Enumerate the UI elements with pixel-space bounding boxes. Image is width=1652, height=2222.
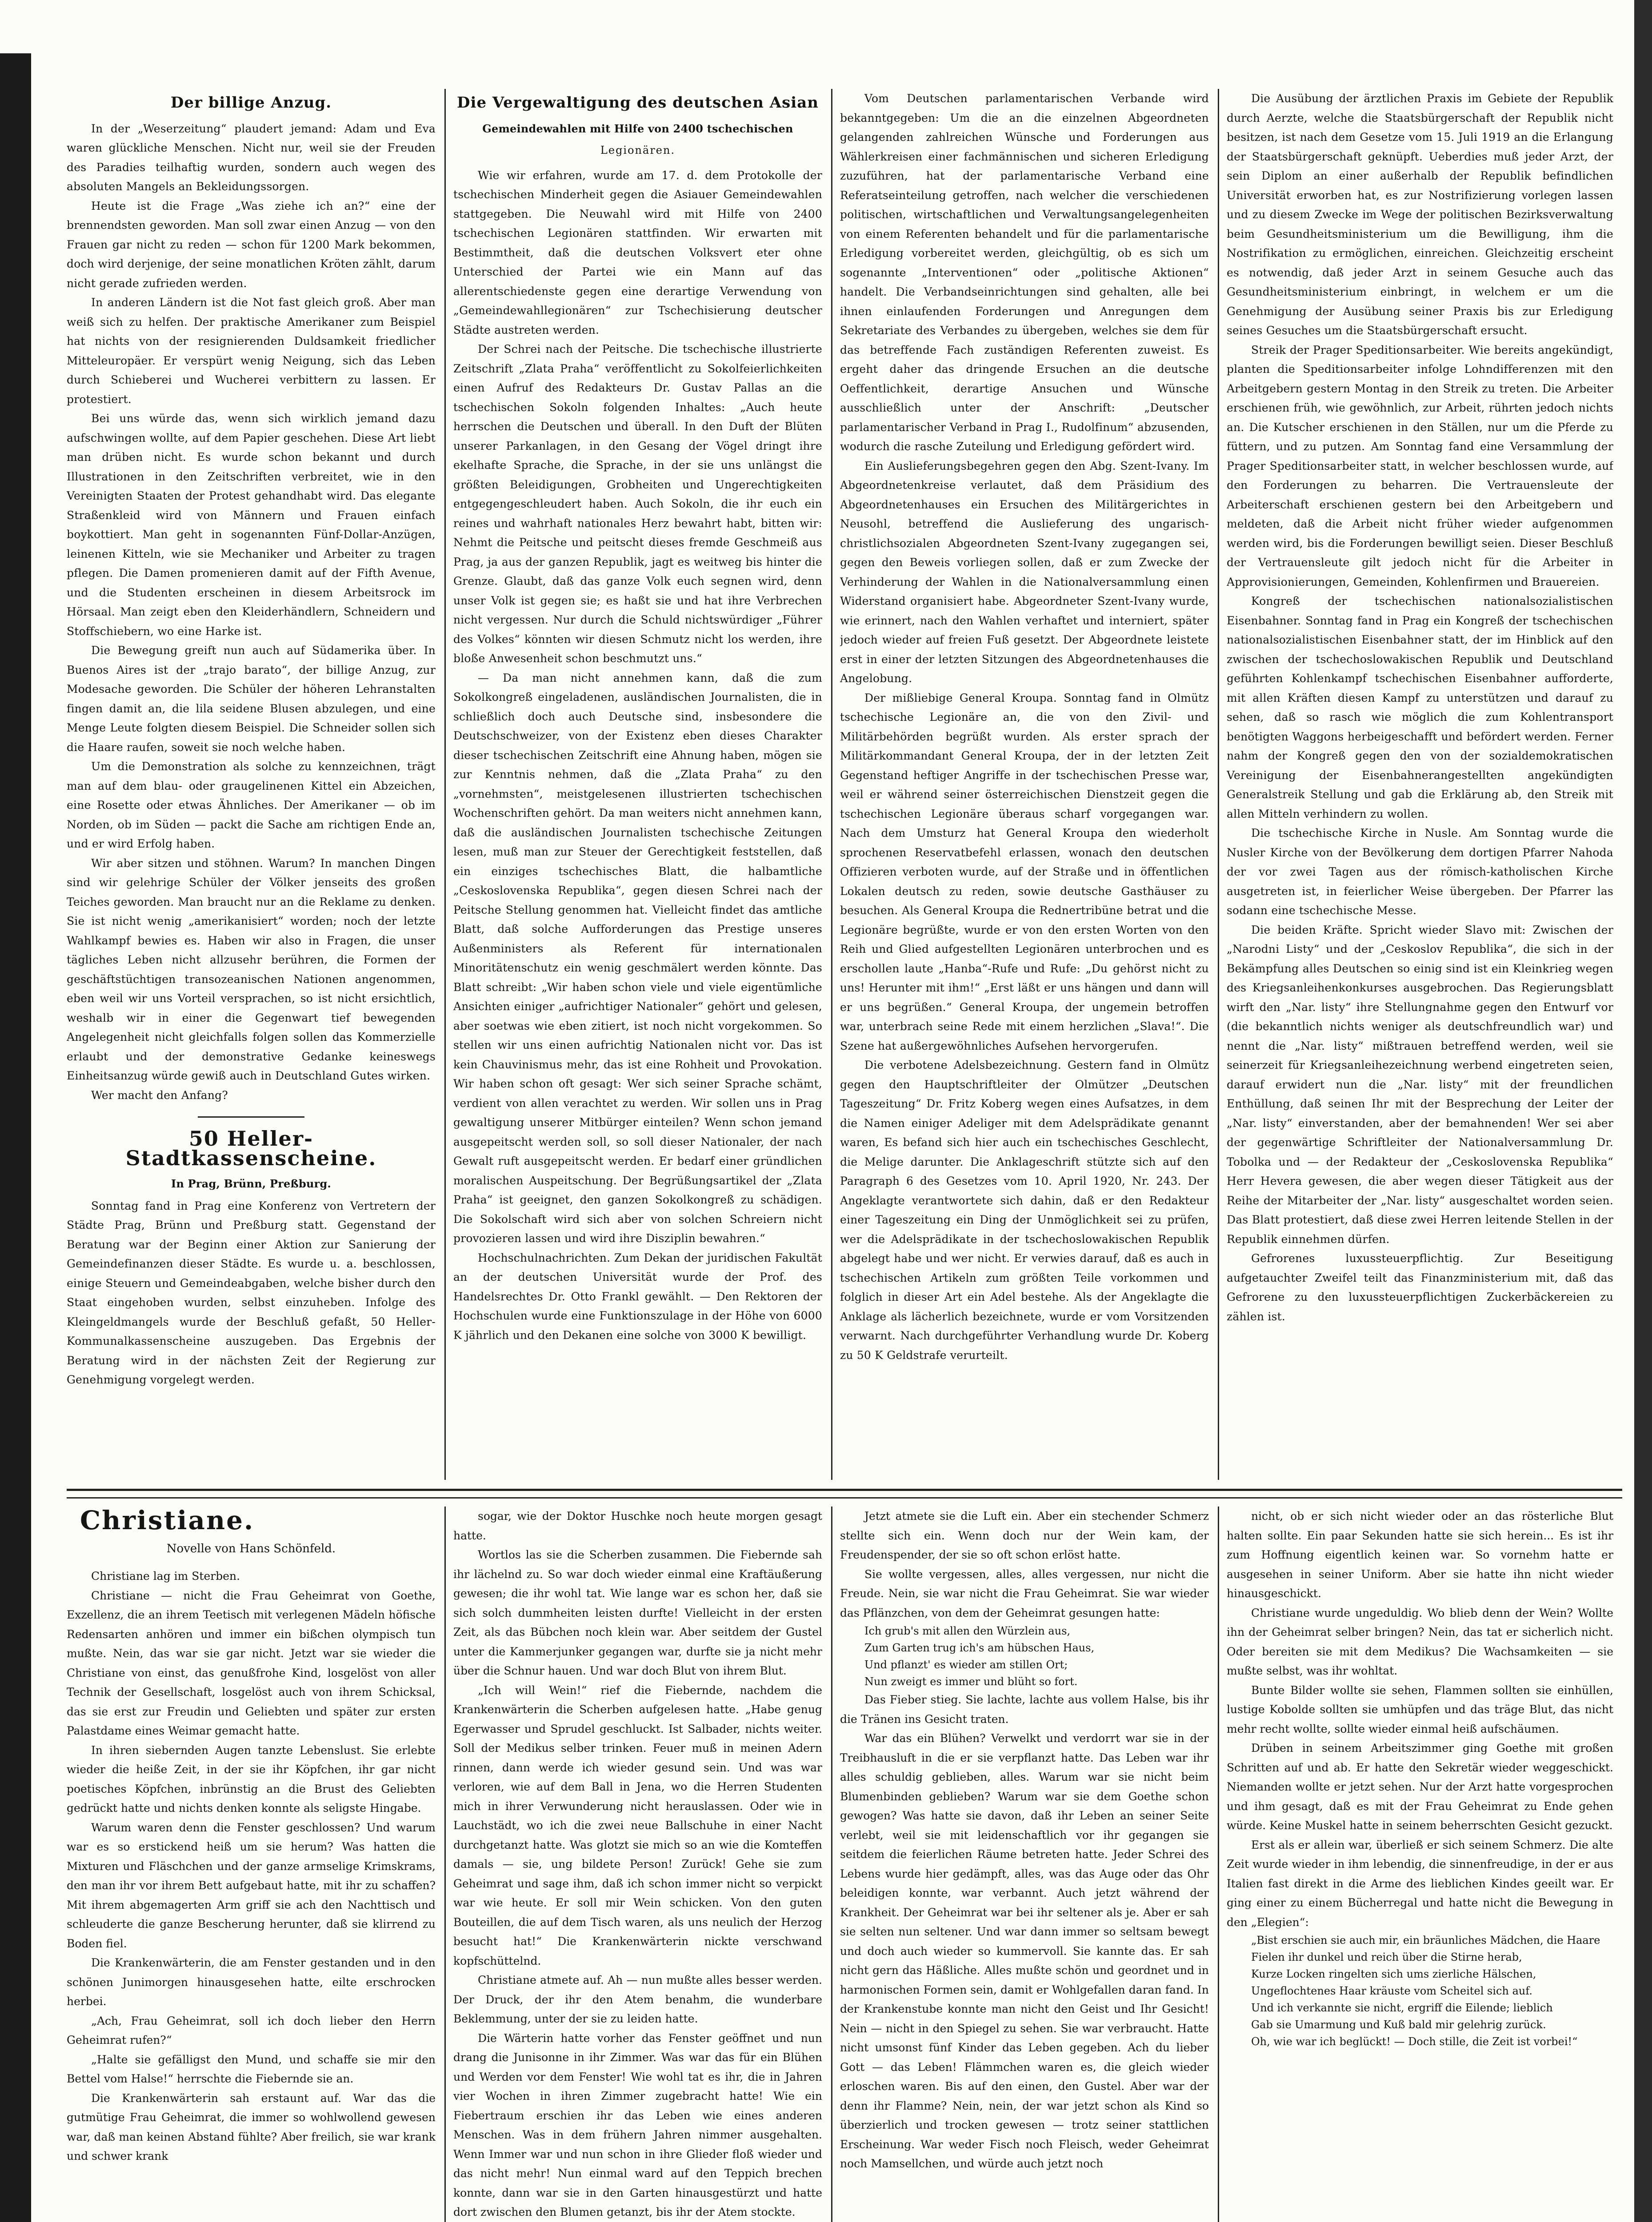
novelle-text-3b	[840, 1690, 1209, 2174]
scan-edge-left-top	[0, 0, 31, 53]
column-2	[453, 89, 822, 1480]
column-rule	[444, 1507, 446, 2222]
paragraph: Christiane wurde ungeduldig. Wo blieb denn der Wein? Wollte ihn der Geheimrat selber bringen? Nein, das tat er sicherlich nicht. Oder bereiten sie mit dem Medikus? Die Wachsamkeiten — sie mußte selbst, was ihr wohltat.	[1227, 1606, 1613, 1677]
paragraph: Christiane atmete auf. Ah — nun mußte alles besser werden. Der Druck, der ihr den Atem benahm, die wunderbare Beklemmung, unter der sie zu leiden hatte.	[453, 1974, 822, 2025]
subhead-cities: In Prag, Brünn, Preßburg.	[171, 1177, 331, 1190]
paragraph: Hochschulnachrichten. Zum Dekan der juridischen Fakultät an der deutschen Universität wurde der Prof. des Handelsrechtes Dr. Otto Frankl gewählt. — Den Rektoren der Hochschulen wurde eine Funktionszulage in der Höhe von 6000 K jährlich und den Dekanen eine solche von 3000 K bewilligt.	[453, 1251, 822, 1342]
verse-line: Ungeflochtenes Haar kräuste vom Scheitel sich auf.	[1251, 1985, 1532, 1997]
paragraph: Bunte Bilder wollte sie sehen, Flammen sollten sie einhüllen, lustige Kobolde sollten sie umhüpfen und das träge Blut, das nicht mehr recht wollte, sollte wieder einmal heiß aufschäumen.	[1227, 1683, 1613, 1735]
verse-line: Und pflanzt' es wieder am stillen Ort;	[864, 1659, 1068, 1671]
verse-line: Oh, wie war ich beglückt! — Doch stille, die Zeit ist vorbei!“	[1251, 2035, 1578, 2048]
scan-edge-left	[0, 0, 31, 2222]
verse-line: Ich grub's mit allen den Würzlein aus,	[864, 1625, 1071, 1637]
verse-line: Kurze Locken ringelten sich ums zierliche Hälschen,	[1251, 1968, 1536, 1980]
paragraph: Bei uns würde das, wenn sich wirklich jemand dazu aufschwingen wollte, auf dem Papier geschehen. Diese Art liebt man drüben nicht. Es wurde schon bekannt und durch Illustrationen in den Zeitschriften verbreitet, wie in den Vereinigten Staaten der Protest gehandhabt wird. Das elegante Straßenkleid wird von Männern und Frauen einfach boykottiert. Man geht in sogenannten Fünf-Dollar-Anzügen, leinenen Kitteln, wie sie Mechaniker und Arbeiter zu tragen pflegen. Die Damen promenieren damit auf der Fifth Avenue, und die Studenten erscheinen in diesem Arbeitsrock im Hörsaal. Man zeigt eben den Kleiderhändlern, Schneidern und Stoffschiebern, wo eine Harke ist.	[67, 412, 436, 638]
headline-vergewaltigung: Die Vergewaltigung des deutschen Asian	[457, 94, 819, 112]
paragraph: In anderen Ländern ist die Not fast gleich groß. Aber man weiß sich zu helfen. Der praktische Amerikaner zum Beispiel hat nichts von der resignierenden Duldsamkeit friedlicher Mitteleuropäer. Er verspürt wenig Neigung, sich das Leben durch Schieberei und Wucherei verbittern zu lassen. Er protestiert.	[67, 296, 436, 406]
paragraph: nicht, ob er sich nicht wieder oder an das rösterliche Blut halten sollte. Ein paar Sekunden hatte sie sich herein... Es ist ihr zum Hoffnung eigentlich keinen war. So vornehm hatte er ausgesehen in seiner Uniform. Aber sie hatte ihn nicht wieder hinausgeschickt.	[1227, 1510, 1613, 1600]
paragraph: Die beiden Kräfte. Spricht wieder Slavo mit: Zwischen der „Narodni Listy“ und der „Ceskoslov Republika“, die sich in der Bekämpfung alles Deutschen so einig sind ist ein Kleinkrieg wegen des Kriegsanleihenkonkurses ausgebrochen. Das Regierungsblatt wirft den „Nar. listy“ ihre Stellungnahme gegen den Entwurf vor (die bekanntlich nichts weniger als deutschfreundlich war) und nennt die „Nar. listy“ mißtrauen betreffend werden, weil sie seinerzeit für Kriegsanleihezeichnung werbend eingetreten seien, darauf erwidert nun die „Nar. listy“ mit der freundlichen Enthüllung, daß seinen Ihr mit der Besprechung der Leiter der „Nar. listy“ einverstanden, aber der bemahnenden! Wer sei aber der gegenwärtige Schriftleiter der Nationalversammlung Dr. Tobolka und — der Redakteur der „Ceskoslovenska Republika“ Herr Hevera gewesen, die aber wegen dieser Tätigkeit aus der Reihe der Mitarbeiter der „Nar. listy“ ausgeschaltet worden seien. Das Blatt protestiert, daß diese zwei Herren leitende Stellen in der Republik einnehmen dürfen.	[1227, 923, 1613, 1246]
verse-line: „Bist erschien sie auch mir, ein bräunliches Mädchen, die Haare	[1251, 1934, 1600, 1946]
column-3	[840, 89, 1209, 1480]
paragraph: In der „Weserzeitung“ plaudert jemand: Adam und Eva waren glückliche Menschen. Nicht nur, weil sie der Freuden des Paradies teilhaftig wurden, sondern auch wegen des absoluten Mangels an Bekleidungssorgen.	[67, 122, 436, 193]
poem-stanza	[840, 1623, 1209, 1690]
novelle-column-2	[453, 1507, 822, 2222]
novelle-title: Christiane.	[80, 1507, 255, 1535]
paragraph: Die Bewegung greift nun auch auf Südamerika über. In Buenos Aires ist der „trajo barato“, der billige Anzug, zur Modesache geworden. Die Schüler der höheren Lehranstalten fingen damit an, die lila seidene Blusen abzulegen, und eine Menge Leute folgten diesem Beispiel. Die Schneider sollen sich die Haare raufen, soweit sie noch welche haben.	[67, 644, 436, 754]
paragraph: Wer macht den Anfang?	[91, 1088, 228, 1102]
paragraph: Der Schrei nach der Peitsche. Die tschechische illustrierte Zeitschrift „Zlata Praha“ veröffentlicht zu Sokolfeierlichkeiten einen Aufruf des Redakteurs Dr. Gustav Pallas an die tschechischen Sokoln folgenden Inhaltes: „Auch heute herrschen die Deutschen und überall. In den Duft der Blüten unserer Parkanlagen, in den Gesang der Vögel dringt ihre ekelhafte Sprache, die Sprache, in der sie uns unlängst die größten Beleidigungen, Grobheiten und Ungerechtigkeiten entgegengeschleudert haben. Auch Sokoln, die ihr euch ein reines und wahrhaft nationales Herz bewahrt habt, bitten wir: Nehmt die Peitsche und peitscht dieses fremde Geschmeiß aus Prag, ja aus der ganzen Republik, jagt es weitweg bis hinter die Grenze. Glaubt, daß das ganze Volk euch segnen wird, denn unser Volk ist gegen sie; es haßt sie und hat ihre Verbrechen nicht vergessen. Nur durch die Schuld nichtswürdiger „Führer des Volkes“ könnten wir diesen Schmutz nicht los werden, ihre bloße Anwesenheit schon beschmutzt uns.“	[453, 343, 822, 665]
column-rule	[831, 89, 832, 1480]
elegy-verse	[1227, 1932, 1613, 2050]
paragraph: Die Krankenwärterin, die am Fenster gestanden und in den schönen Junimorgen hinausgesehen hatte, eilte erschrocken herbei.	[67, 1956, 436, 2008]
paragraph: Die Wärterin hatte vorher das Fenster geöffnet und nun drang die Junisonne in ihr Zimmer. Was war das für ein Blühen und Werden vor dem Fenster! Wie wohl tat es ihr, die in Jahren vier Wochen in ihren Zimmer zugebracht hatte! Wie ein Fiebertraum erschien ihr das Leben wie eines anderen Menschen. Was in dem frühern Jahren nimmer ausgehalten. Wenn Immer war und nun schon in ihre Glieder floß wieder und das nicht mehr! Nun einmal ward auf den Teppich brechen konnte, dann war sie in den Garten hinausgestürzt und hatte dort zwischen den Blumen getanzt, bis ihr der Atem stockte.	[453, 2031, 822, 2218]
paragraph: Jetzt atmete sie die Luft ein. Aber ein stechender Schmerz stellte sich ein. Wenn doch nur der Wein kam, der Freudenspender, der sie so oft schon erlöst hatte.	[840, 1510, 1209, 1561]
paragraph: Ein Auslieferungsbegehren gegen den Abg. Szent-Ivany. Im Abgeordnetenkreise verlautet, daß dem Präsidium des Abgeordnetenhauses ein Ersuchen des Militärgerichtes in Neusohl, betreffend die Auslieferung des ungarisch-christlichsozialen Abgeordneten Szent-Ivany zugegangen sei, gegen den Beweis vorliegen sollen, daß er zum Zwecke der Verhinderung der Wahlen in die Nationalversammlung einen Widerstand organisiert habe. Abgeordneter Szent-Ivany wurde, wie erinnert, nach den Wahlen verhaftet und interniert, später jedoch wieder auf freien Fuß gesetzt. Der Abgeordnete leistete erst in einer der letzten Sitzungen des Abgeordnetenhauses die Angelobung.	[840, 459, 1209, 685]
novelle-column-4	[1227, 1507, 1613, 2222]
novelle-text-1	[67, 1567, 436, 2166]
article-stadtkassenscheine	[67, 1196, 436, 1390]
subhead-legionaeren: Legionären.	[600, 144, 676, 156]
novelle-column-3	[840, 1507, 1209, 2222]
column-rule	[1218, 89, 1219, 1480]
paragraph: Christiane — nicht die Frau Geheimrat von Goethe, Exzellenz, die an ihrem Teetisch mit verlegenen Mädeln höfische Redensarten anhören und immer ein bißchen olympisch tun mußte. Nein, das war sie gar nicht. Jetzt war sie wieder die Christiane von einst, das genußfrohe Kind, losgelöst von aller Technik der Gesellschaft, losgelöst auch von ihrem Schicksal, das sie erst zur Freudin und Geliebten und später zur ersten Palastdame eines Weimar gemacht hatte.	[67, 1589, 436, 1737]
novelle-text-3	[840, 1507, 1209, 1623]
article-billige-anzug	[67, 119, 436, 1105]
paragraph: Die Krankenwärterin sah erstaunt auf. War das die gutmütige Frau Geheimrat, die immer so wohlwollend gewesen war, daß man keinen Abstand fühlte? Aber freilich, sie war krank und schwer krank	[67, 2091, 436, 2162]
paragraph: Wie wir erfahren, wurde am 17. d. dem Protokolle der tschechischen Minderheit gegen die Asiauer Gemeindewahlen stattgegeben. Die Neuwahl wird mit Hilfe von 2400 tschechischen Legionären stattfinden. Wir erwarten mit Bestimmtheit, daß die deutschen Volksvert eter ohne Unterschied der Partei wie ein Mann auf das allerentschiedenste gegen eine derartige Verwendung von „Gemeindewahllegionären“ zur Tschechisierung deutscher Städte austreten werden.	[453, 168, 822, 336]
paragraph: „Ach, Frau Geheimrat, soll ich doch lieber den Herrn Geheimrat rufen?“	[67, 2014, 436, 2046]
verse-line: Gab sie Umarmung und Kuß bald mir gelehrig zurück.	[1251, 2018, 1546, 2031]
column-rule	[444, 89, 446, 1480]
novelle-byline: Novelle von Hans Schönfeld.	[166, 1542, 336, 1555]
feuilleton-separator	[67, 1489, 1622, 1499]
paragraph: Christiane lag im Sterben.	[91, 1570, 240, 1583]
articles-column-4	[1227, 89, 1613, 1326]
paragraph: Gefrorenes luxussteuerpflichtig. Zur Beseitigung aufgetauchter Zweifel teilt das Finanzministerium mit, daß das Gefrorene zu den luxussteuerpflichtigen Zuckerbäckereien zu zählen ist.	[1227, 1252, 1613, 1323]
paragraph: Drüben in seinem Arbeitszimmer ging Goethe mit großen Schritten auf und ab. Er hatte den Sekretär wieder weggeschickt. Niemanden wollte er jetzt sehen. Nur der Arzt hatte vorgesprochen und ihm gesagt, daß es mit der Frau Geheimrat zu Ende gehen würde. Keine Muskel hatte in seinem beherrschten Gesicht gezuckt.	[1227, 1742, 1613, 1832]
articles-column-3	[840, 89, 1209, 1365]
column-4	[1227, 89, 1613, 1480]
novelle-column-1	[67, 1507, 436, 2222]
paragraph: „Halte sie gefälligst den Mund, und schaffe sie mir den Bettel vom Halse!“ herrschte die Fiebernde sie an.	[67, 2053, 436, 2085]
paragraph: Wortlos las sie die Scherben zusammen. Die Fiebernde sah ihr lächelnd zu. So war doch wieder einmal eine Kraftäußerung gewesen; die ihr wohl tat. Wie lange war es schon her, daß sie sich solch dummheiten leisten durfte! Vielleicht in der ersten Zeit, als das Bübchen noch klein war. Aber seitdem der Gustel unter die Kammerjunker gegangen war, durfte sie ja nicht mehr über die Schnur hauen. Und war doch Blut von ihrem Blut.	[453, 1548, 822, 1677]
paragraph: Wir aber sitzen und stöhnen. Warum? In manchen Dingen sind wir gelehrige Schüler der Völker jenseits des großen Teiches geworden. Man braucht nur an die Reklame zu denken. Sie ist nicht wenig „amerikanisiert“ worden; noch der letzte Wahlkampf bewies es. Haben wir also in Fragen, die unser tägliches Leben nicht allzusehr berühren, die Formen der geschäftstüchtigen transozeanischen Nationen angenommen, eben weil wir uns Vorteil versprachen, so ist nicht ersichtlich, weshalb wir in einer die Gegenwart tief bewegenden Angelegenheit nicht gleichfalls folgen sollen das Kommerzielle erlaubt und der demonstrative Gedanke keineswegs Einheitsanzug würde gewiß auch in Deutschland Gutes wirken.	[67, 856, 436, 1082]
paragraph: Das Fieber stieg. Sie lachte, lachte aus vollem Halse, bis ihr die Tränen ins Gesicht traten.	[840, 1693, 1209, 1726]
upper-section	[67, 89, 1622, 1480]
column-rule	[1218, 1507, 1219, 2222]
subhead-gemeindewahlen: Gemeindewahlen mit Hilfe von 2400 tschechischen	[482, 122, 793, 135]
column-rule	[831, 1507, 832, 2222]
scan-edge-right	[1634, 0, 1652, 2222]
paragraph: Warum waren denn die Fenster geschlossen? Und warum war es so erstickend heiß um sie herum? Was hatten die Mixturen und Fläschchen und der ganze armselige Krimskrams, den man ihr vor ihrem Bett aufgebaut hatte, mit ihr zu schaffen? Mit ihrem abgemagerten Arm griff sie ach den Nachttisch und schleuderte die ganze Bescherung herunter, daß sie klirrend zu Boden fiel.	[67, 1821, 436, 1950]
paragraph: Die verbotene Adelsbezeichnung. Gestern fand in Olmütz gegen den Hauptschriftleiter der Olmützer „Deutschen Tageszeitung“ Dr. Fritz Koberg wegen eines Aufsatzes, in dem die Namen einiger Adeliger mit dem Adelsprädikate genannt waren, Es befand sich hier auch ein tschechisches Geschlecht, die Melige darunter. Die Anklageschrift stützte sich auf den Paragraph 6 des Gesetzes vom 10. April 1920, Nr. 243. Der Angeklagte verantwortete sich dahin, daß er den Redakteur einer Tageszeitung ein Ding der Unmöglichkeit sei zu prüfen, wer die Adelsprädikate in der tschechoslowakischen Republik abgelegt habe und wer nicht. Er verwies darauf, daß es auch in tschechischen Artikeln zum größten Teile vorkommen und folglich in dieser Art ein Adel bestehe. Als der Angeklagte die Anklage als lächerlich bezeichnete, wurde er vom Vorsitzenden verwarnt. Nach durchgeführter Verhandlung wurde Dr. Koberg zu 50 K Geldstrafe verurteilt.	[840, 1059, 1209, 1362]
verse-line: Fielen ihr dunkel und reich über die Stirne herab,	[1251, 1951, 1522, 1963]
paragraph: Der mißliebige General Kroupa. Sonntag fand in Olmütz tschechische Legionäre an, die von den Zivil- und Militärbehörden begrüßt wurden. Als erster sprach der Militärkommandant General Kroupa, der in der letzten Zeit Gegenstand heftiger Angriffe in der tschechischen Presse war, weil er während seiner österreichischen Dienstzeit gegen die tschechischen Legionäre überaus scharf vorgegangen war. Nach dem Umsturz hat General Kroupa den wiederholt sprochenen Reservatbefehl erlassen, wonach den deutschen Offizieren verboten wurde, auf der Straße und in öffentlichen Lokalen deutsch zu reden, sowie deutsche Gasthäuser zu besuchen. Als General Kroupa die Rednertribüne betrat und die Legionäre begrüßte, wurde er von den ersten Worten von den Reih und Glied aufgestellten Legionären unterbrochen und es erschollen laute „Hanba“-Rufe und Rufe: „Du gehörst nicht zu uns! Herunter mit ihm!“ „Erst läßt er uns hängen und dann will er uns begrüßen.“ General Kroupa, der ungemein betroffen war, unterbrach seine Rede mit einem herzlichen „Slava!“. Die Szene hat außergewöhnliches Aufsehen hervorgerufen.	[840, 691, 1209, 1052]
paragraph: Kongreß der tschechischen nationalsozialistischen Eisenbahner. Sonntag fand in Prag ein Kongreß der tschechischen nationalsozialistischen Eisenbahner statt, der im Hinblick auf den zwischen der tschechoslowakischen Republik und Deutschland geführten Kohlenkampf tschechischen Eisenbahner aufforderte, mit allen Kräften diesen Kampf zu unterstützen und darauf zu sehen, daß so rasch wie möglich die zum Kohlentransport benötigten Waggons herbeigeschafft und befördert werden. Ferner nahm der Kongreß gegen den von der sozialdemokratischen Vereinigung der Eisenbahnerangestellten angekündigten Generalstreik Stellung und gab die Erklärung ab, den Streik mit allen Mitteln verhindern zu wollen.	[1227, 595, 1613, 820]
column-1	[67, 89, 436, 1480]
headline-stadtkassenscheine: 50 Heller-Stadtkassenscheine.	[125, 1127, 377, 1170]
verse-line: Nun zweigt es immer und blüht so fort.	[864, 1675, 1078, 1688]
paragraph: — Da man nicht annehmen kann, daß die zum Sokolkongreß eingeladenen, ausländischen Journalisten, die in schließlich doch auch Deutsche sind, insbesondere die Deutschschweizer, von der Existenz eben dieses Charakter dieser tschechischen Zeitschrift eine Ahnung haben, mögen sie zur Kenntnis nehmen, daß die „Zlata Praha“ zu den „vornehmsten“, meistgelesenen illustrierten tschechischen Wochenschriften gehört. Da man weiters nicht annehmen kann, daß die ausländischen Journalisten tschechische Zeitungen lesen, muß man zur Steuer der Gerechtigkeit feststellen, daß ein einziges tschechisches Blatt, die halbamtliche „Ceskoslovenska Republika“, gegen diesen Schrei nach der Peitsche Stellung genommen hat. Vielleicht findet das amtliche Blatt, daß solche Aufforderungen das Prestige unseres Außenministers als Referent für internationalen Minoritätenschutz ein wenig geschmälert werden könnte. Das Blatt schreibt: „Wir haben schon viele und viele eigentümliche Ansichten einiger „aufrichtiger Nationaler“ gehört und gelesen, aber soetwas wie eben zitiert, ist noch nicht vorgekommen. So stellen wir uns einen aufrichtig Nationalen nicht vor. Das ist kein Chauvinismus mehr, das ist eine Rohheit und Provokation. Wir haben schon oft gesagt: Wer sich seiner Sprache schämt, verdient von allen verachtet zu werden. Wir sollen uns in Prag gewaltigung unserer Mitbürger einteilen? Wenn schon jemand ausgepeitscht werden soll, so soll dieser Nationaler, der nach Gewalt ruft ausgepeitscht werden. Er bedarf einer gründlichen moralischen Auspeitschung. Der Begrüßungsartikel der „Zlata Praha“ ist geeignet, den ganzen Sokolkongreß zu schädigen. Die Sokolschaft wird sich aber von solchen Schreiern nicht provozieren lassen und wird ihre Disziplin bewahren.“	[453, 671, 822, 1245]
paragraph: Die Ausübung der ärztlichen Praxis im Gebiete der Republik durch Aerzte, welche die Staatsbürgerschaft der Republik nicht besitzen, ist nach dem Gesetze vom 15. Juli 1919 an die Erlangung der Staatsbürgerschaft geknüpft. Ueberdies muß jeder Arzt, der sein Diplom an einer außerhalb der Republik befindlichen Universität erworben hat, es zur Nostrifizierung vorlegen lassen und zu diesem Zwecke im Wege der politischen Bezirksverwaltung beim Gesundheitsministerium um die Bewilligung, ihm die Nostrifikation zu ermöglichen, einreichen. Gleichzeitig erscheint es notwendig, daß jeder Arzt in seinem Gesuche auch das Gesundheitsministerium einbringt, in welchem er um die Genehmigung der Ausübung seiner Praxis bis zur Erledigung seines Gesuches um die Staatsbürgerschaft ersucht.	[1227, 92, 1613, 337]
paragraph: Streik der Prager Speditionsarbeiter. Wie bereits angekündigt, planten die Speditionsarbeiter infolge Lohndifferenzen mit den Arbeitgebern gestern Montag in den Streik zu treten. Die Arbeiter erschienen früh, wie gewöhnlich, zur Arbeit, rührten jedoch nichts an. Die Kutscher erschienen in den Ställen, nur um die Pferde zu füttern, und zu putzen. Am Sonntag fand eine Versammlung der Prager Speditionsarbeiter statt, in welcher beschlossen wurde, auf den Forderungen zu beharren. Die Vertrauensleute der Arbeiterschaft erschienen gestern bei den Arbeitgebern und meldeten, daß die Arbeit nicht früher wieder aufgenommen werden wird, bis die Forderungen bewilligt seien. Dieser Beschluß der Vertrauensleute gilt jedoch nicht für die Arbeiter in Approvisionierungen, Gemeinden, Kohlenfirmen und Brauereien.	[1227, 343, 1613, 588]
paragraph: Erst als er allein war, überließ er sich seinem Schmerz. Die alte Zeit wurde wieder in ihm lebendig, die sinnenfreudige, in der er aus Italien fast direkt in die Arme des lieblichen Kindes geeilt war. Er ging einer zu einem Bücherregal und hatte nicht die Bewegung in den „Elegien“:	[1227, 1838, 1613, 1929]
paragraph: War das ein Blühen? Verwelkt und verdorrt war sie in der Treibhausluft in die er sie verpflanzt hatte. Das Leben war ihr alles schuldig geblieben, alles. Warum war sie nicht beim Blumenbinden geblieben? Warum war sie dem Goethe schon gewogen? Was hatte sie davon, daß ihr Leben an seiner Seite verlebt, weil sie mit leidenschaftlich vor ihr gegangen sie seitdem die feierlichen Räume betreten hatte. Jeder Schrei des Lebens wurde hier gedämpft, alles, was das Auge oder das Ohr beleidigen konnte, war verbannt. Auch jetzt während der Krankheit. Der Geheimrat war bei ihr seltener als je. Aber er sah sie selten nun seltener. Und war dann immer so seltsam bewegt und doch auch wieder so kummervoll. Sie kannte das. Er sah nicht gern das Häßliche. Alles mußte schön und geordnet und in harmonischen Formen sein, damit er Wohlgefallen daran fand. In der Krankenstube konnte man nicht den Geist und Ihr Gesicht! Nein — nicht in den Spiegel zu sehen. Sie war verbraucht. Hatte nicht umsonst fünf Kinder das Leben gegeben. Ach du lieber Gott — das Leben! Flämmchen waren es, die gleich wieder erloschen waren. Bis auf den einen, den Gustel. Aber war der denn ihr Flamme? Nein, nein, der war jetzt schon als Kind so überzierlich und trocken gewesen — trotz seiner stattlichen Erscheinung. War weder Fisch noch Fleisch, weder Geheimrat noch Mamsellchen, und würde auch jetzt noch	[840, 1732, 1209, 2170]
paragraph: Sie wollte vergessen, alles, alles vergessen, nur nicht die Freude. Nein, sie war nicht die Frau Geheimrat. Sie war wieder das Pflänzchen, von dem der Geheimrat gesungen hatte:	[840, 1567, 1209, 1619]
paragraph: „Ich will Wein!“ rief die Fiebernde, nachdem die Krankenwärterin die Scherben aufgelesen hatte. „Habe genug Egerwasser und Sprudel geschluckt. Ist Salbader, nichts weiter. Soll der Medikus selber trinken. Feuer muß in meinen Adern rinnen, dann werde ich wieder gesund sein. Und was war verloren, wie auf dem Ball in Jena, wo die Herren Studenten mich in ihrer Verwunderung nicht herauslassen. Oder wie in Lauchstädt, wo ich die zwei neue Ballschuhe in einer Nacht durchgetanzt hatte. Was glotzt sie mich so an wie die Komteffen damals — sie, ung bildete Person! Zurück! Gehe sie zum Geheimrat und sage ihm, daß ich schon immer nicht so verpickt war wie heute. Er soll mir Wein schicken. Von den guten Bouteillen, die auf dem Tisch waren, als uns neulich der Herzog besucht hat!“ Die Krankenwärterin nickte verschwand kopfschüttelnd.	[453, 1683, 822, 1967]
novelle-text-4	[1227, 1507, 1613, 1932]
paragraph: Vom Deutschen parlamentarischen Verbande wird bekanntgegeben: Um die an die einzelnen Abgeordneten gelangenden zahlreichen Wünsche und Forderungen aus Wählerkreisen einer fachmännischen und sicheren Erledigung zuzuführen, hat der parlamentarische Verband eine Referatseinteilung getroffen, nach welcher die verschiedenen politischen, wirtschaftlichen und Verwaltungsangelegenheiten von einem Referenten behandelt und für die parlamentarische Erledigung vorbereitet werden, gleichgültig, ob es sich um sogenannte „Interventionen“ oder „politische Aktionen“ handelt. Die Verbandseinrichtungen sind gehalten, alle bei ihnen einlaufenden Forderungen und Anregungen dem Sekretariate des Verbandes zu übergeben, welches sie dem für das betreffende Fach zuständigen Referenten zuweist. Es ergeht daher das dringende Ersuchen an die deutsche Oeffentlichkeit, derartige Ansuchen und Wünsche ausschließlich unter der Anschrift: „Deutscher parlamentarischer Verband in Prag I., Rudolfinum“ abzusenden, wodurch die rasche Zuteilung und Erledigung gefördert wird.	[840, 92, 1209, 453]
novelle-text-2	[453, 1507, 822, 2222]
paragraph: In ihren siebernden Augen tanzte Lebenslust. Sie erlebte wieder die heiße Zeit, in der sie ihr Köpfchen, ihr gar nicht poetisches Köpfchen, inbrünstig an die Brust des Geliebten gedrückt hatte und nichts denken konnte als seligste Hingabe.	[67, 1743, 436, 1814]
paragraph: Um die Demonstration als solche zu kennzeichnen, trägt man auf dem blau- oder graugelinenen Kittel ein Abzeichen, eine Rosette oder etwas Ähnliches. Der Amerikaner — ob im Norden, ob im Süden — packt die Sache am richtigen Ende an, und er wird Erfolg haben.	[67, 760, 436, 850]
paragraph: sogar, wie der Doktor Huschke noch heute morgen gesagt hatte.	[453, 1510, 822, 1542]
headline-billige-anzug: Der billige Anzug.	[170, 94, 332, 112]
articles-column-2	[453, 166, 822, 1345]
verse-line: Und ich verkannte sie nicht, ergriff die Eilende; lieblich	[1251, 2002, 1553, 2014]
feuilleton-section	[67, 1507, 1622, 2222]
paragraph: Die tschechische Kirche in Nusle. Am Sonntag wurde die Nusler Kirche von der Bevölkerung dem dortigen Pfarrer Nahoda der vor zwei Tagen aus der römisch-katholischen Kirche ausgetreten ist, in feierlicher Weise übergeben. Der Pfarrer las sodann eine tschechische Messe.	[1227, 827, 1613, 917]
article-divider	[198, 1116, 304, 1118]
newspaper-page	[67, 67, 1622, 2222]
verse-line: Zum Garten trug ich's am hübschen Haus,	[864, 1642, 1095, 1654]
paragraph: Heute ist die Frage „Was ziehe ich an?“ eine der brennendsten geworden. Man soll zwar einen Anzug — von den Frauen gar nicht zu reden — schon für 1200 Mark bekommen, doch wird derjenige, der seine monatlichen Kröten zählt, darum nicht gerade zufrieden werden.	[67, 199, 436, 290]
paragraph: Sonntag fand in Prag eine Konferenz von Vertretern der Städte Prag, Brünn und Preßburg statt. Gegenstand der Beratung war der Beginn einer Aktion zur Sanierung der Gemeindefinanzen dieser Städte. Es wurde u. a. beschlossen, einige Steuern und Gemeindeabgaben, welche bisher durch den Staat eingehoben wurden, selbst einzuheben. Infolge des Kleingeldmangels wurde der Beschluß gefaßt, 50 Heller-Kommunalkassenscheine auszugeben. Das Ergebnis der Beratung wird in der nächsten Zeit der Regierung zur Genehmigung vorgelegt werden.	[67, 1199, 436, 1386]
